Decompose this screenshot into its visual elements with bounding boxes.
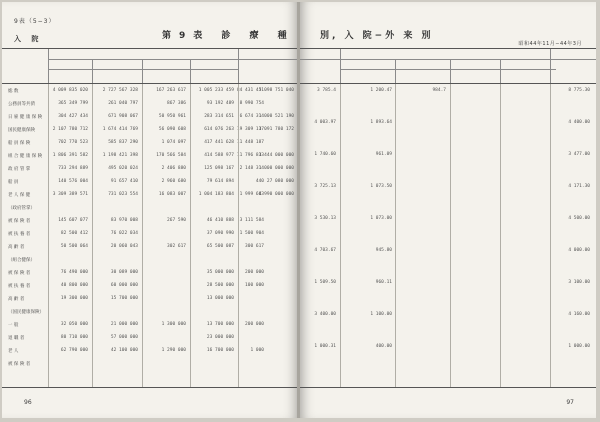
table-cell: 37 090 990: [206, 231, 234, 236]
row-label: 被 保 険 者: [8, 362, 31, 367]
table-row: [2, 127, 298, 134]
table-cell: 1 300 000: [161, 322, 186, 327]
table-row: [2, 114, 298, 121]
table-cell: 945.80: [375, 248, 392, 253]
table-cell: 50 950 961: [158, 114, 186, 119]
row-label: 船 員: [8, 180, 19, 185]
table-cell: 1 000: [250, 348, 264, 353]
table-cell: 4 990 000 000: [258, 192, 294, 197]
table-cell: 16 700 000: [206, 348, 234, 353]
table-cell: 960.11: [375, 280, 392, 285]
table-row: [2, 348, 298, 355]
table-cell: 4 000.00: [568, 248, 590, 253]
table-row: [300, 120, 596, 127]
table-foot-rule: [300, 387, 596, 388]
table-row: [300, 280, 596, 287]
table-cell: 495 020 024: [108, 166, 138, 171]
table-cell: 11 796 813: [236, 153, 264, 158]
row-label: 高 齢 者: [8, 297, 25, 302]
table-cell: 3 477.00: [568, 152, 590, 157]
row-label: 老 人: [8, 349, 19, 354]
table-cell: 56 090 608: [158, 127, 186, 132]
section-label: 入 院: [14, 35, 43, 43]
table-cell: 731 023 554: [108, 192, 138, 197]
table-cell: 1 500 904: [239, 231, 264, 236]
table-row: [2, 296, 298, 303]
book-spread: [2, 2, 596, 418]
table-cell: 2 148 314: [239, 166, 264, 171]
table-cell: 1 073.50: [370, 184, 392, 189]
table-title-left: 第9表 診 療 種: [162, 31, 295, 41]
table-cell: 1 200.47: [370, 88, 392, 93]
table-cell: 125 098 167: [204, 166, 234, 171]
column-rule: [395, 84, 396, 388]
table-cell: 11 448 187: [236, 140, 264, 145]
table-cell: 82 500 412: [60, 231, 88, 236]
table-cell: 3 400.00: [314, 312, 336, 317]
table-cell: 4 003.97: [314, 120, 336, 125]
column-rule: [340, 84, 341, 388]
table-cell: 304 427 434: [58, 114, 88, 119]
table-cell: 1 000.00: [568, 344, 590, 349]
table-cell: 80 710 000: [60, 335, 88, 340]
table-cell: 6 674 314: [239, 114, 264, 119]
table-cell: 283 314 651: [204, 114, 234, 119]
table-cell: 32 050 000: [60, 322, 88, 327]
table-cell: 28 500 000: [206, 283, 234, 288]
table-body-right: [300, 84, 596, 388]
row-label: （組合健保）: [8, 258, 35, 263]
table-row: [300, 152, 596, 159]
table-cell: 76 022 034: [110, 231, 138, 236]
table-cell: 1 000.31: [314, 344, 336, 349]
row-label: 国民健康保険: [8, 128, 35, 133]
table-row: [300, 216, 596, 223]
table-title-right: 別, 入 院−外 来 別: [320, 31, 434, 41]
table-row: [2, 322, 298, 329]
column-rule: [550, 84, 551, 388]
table-cell: 2 960 680: [161, 179, 186, 184]
table-cell: 79 614 894: [206, 179, 234, 184]
table-row: [2, 244, 298, 251]
table-cell: 4 171.30: [568, 184, 590, 189]
table-cell: 23 000 000: [206, 335, 234, 340]
table-cell: 19 300 000: [60, 296, 88, 301]
table-cell: 1 740.60: [314, 152, 336, 157]
table-header-left: [2, 48, 298, 84]
table-cell: 1 806 391 582: [52, 153, 88, 158]
table-row: [2, 140, 298, 147]
row-label: （国民健康保険）: [8, 310, 44, 315]
table-cell: 145 607 077: [58, 218, 88, 223]
row-label: 被 扶 養 者: [8, 284, 31, 289]
page-number-right: 97: [566, 399, 574, 406]
table-cell: 140 576 004: [58, 179, 88, 184]
table-row: [2, 101, 298, 108]
table-cell: 170 566 584: [156, 153, 186, 158]
table-cell: 27 080 000: [266, 179, 294, 184]
table-row: [2, 88, 298, 95]
row-label: 総 数: [8, 89, 19, 94]
table-cell: 5 098 751 040: [258, 88, 294, 93]
table-cell: 20 060 043: [110, 244, 138, 249]
table-row: [300, 88, 596, 95]
table-cell: 84 431 431: [236, 88, 264, 93]
table-cell: 2 107 780 712: [52, 127, 88, 132]
table-cell: 60 000 000: [110, 283, 138, 288]
table-cell: 16 083 007: [158, 192, 186, 197]
table-cell: 1 509.50: [314, 280, 336, 285]
table-cell: 300 617: [245, 244, 264, 249]
table-cell: 3 530.13: [314, 216, 336, 221]
table-row: [2, 205, 298, 212]
table-row: [2, 153, 298, 160]
table-cell: 83 970 008: [110, 218, 138, 223]
table-cell: 93 192 489: [206, 101, 234, 106]
table-cell: 1 000 000 000: [258, 166, 294, 171]
table-cell: 4 500.00: [568, 216, 590, 221]
table-cell: 3 100.00: [568, 280, 590, 285]
table-cell: 76 490 000: [60, 270, 88, 275]
table-cell: 1 198 421 398: [102, 153, 138, 158]
table-cell: 4 703.67: [314, 248, 336, 253]
table-cell: 1 100.00: [370, 312, 392, 317]
table-cell: 50 500 064: [60, 244, 88, 249]
table-cell: 585 837 290: [108, 140, 138, 145]
table-cell: 4 009 835 020: [52, 88, 88, 93]
table-cell: 984.7: [432, 88, 446, 93]
table-cell: 1 005 233 459: [198, 88, 234, 93]
table-cell: 261 040 797: [108, 101, 138, 106]
table-cell: 302 617: [167, 244, 186, 249]
table-cell: 3 091 780 172: [258, 127, 294, 132]
table-cell: 57 000 000: [110, 335, 138, 340]
table-cell: 30 089 000: [110, 270, 138, 275]
table-cell: 414 588 977: [204, 153, 234, 158]
table-row: [2, 231, 298, 238]
table-row: [2, 218, 298, 225]
row-label: 一 般: [8, 323, 19, 328]
row-label: 組 合 健 康 保 険: [8, 154, 43, 159]
table-cell: 200 000: [245, 322, 264, 327]
table-cell: 21 000 000: [110, 322, 138, 327]
row-label: 日 雇 健 康 保 険: [8, 115, 43, 120]
table-row: [2, 257, 298, 264]
table-cell: 35 000 000: [206, 270, 234, 275]
column-rule: [92, 84, 93, 388]
row-label: 船 員 保 険: [8, 141, 31, 146]
table-cell: 702 770 523: [58, 140, 88, 145]
table-cell: 3 725.13: [314, 184, 336, 189]
table-cell: 733 294 889: [58, 166, 88, 171]
table-cell: 200 000: [245, 270, 264, 275]
table-cell: 8 775.30: [568, 88, 590, 93]
table-row: [300, 248, 596, 255]
table-cell: 40 800 000: [60, 283, 88, 288]
table-cell: 65 500 087: [206, 244, 234, 249]
table-cell: 267 590: [167, 218, 186, 223]
table-cell: 100 000: [245, 283, 264, 288]
table-cell: 13 700 000: [206, 322, 234, 327]
period-label: 昭和44年11月−44年3月: [518, 41, 582, 47]
table-cell: 13 000 000: [206, 296, 234, 301]
table-body-left: [2, 84, 298, 388]
table-row: [2, 192, 298, 199]
table-row: [300, 344, 596, 351]
sheet-id: 9表（5−3）: [14, 18, 56, 25]
table-row: [300, 312, 596, 319]
table-row: [2, 270, 298, 277]
table-row: [2, 283, 298, 290]
table-cell: 3 309 389 571: [52, 192, 88, 197]
table-cell: 440: [255, 179, 264, 184]
table-cell: 2 406 880: [161, 166, 186, 171]
table-cell: 167 263 617: [156, 88, 186, 93]
table-cell: 867 386: [167, 101, 186, 106]
row-label: 公務員等共済: [8, 102, 35, 107]
table-cell: 1 073.00: [370, 216, 392, 221]
row-label: 退 職 者: [8, 336, 25, 341]
table-cell: 671 908 067: [108, 114, 138, 119]
right-page: [300, 2, 596, 418]
table-cell: 2 727 567 328: [102, 88, 138, 93]
table-header-right: [300, 48, 596, 84]
left-page: [2, 2, 298, 418]
row-label: 被 保 険 者: [8, 271, 31, 276]
table-cell: 8 990 754: [239, 101, 264, 106]
table-foot-rule: [2, 387, 298, 388]
column-rule: [48, 84, 49, 388]
row-label: 高 齢 者: [8, 245, 25, 250]
table-cell: 3 444 000 000: [258, 153, 294, 158]
table-row: [2, 166, 298, 173]
table-cell: 91 657 410: [110, 179, 138, 184]
table-cell: 1 999 603: [239, 192, 264, 197]
row-label: 被 扶 養 者: [8, 232, 31, 237]
table-cell: 1 000 521 190: [258, 114, 294, 119]
table-cell: 1 674 414 769: [102, 127, 138, 132]
column-rule: [142, 84, 143, 388]
table-cell: 42 100 000: [110, 348, 138, 353]
table-cell: 4 400.00: [568, 120, 590, 125]
row-label: 被 保 険 者: [8, 219, 31, 224]
row-label: 老 人 保 健: [8, 193, 31, 198]
table-cell: 1 893.64: [370, 120, 392, 125]
page-number-left: 96: [24, 399, 32, 406]
table-cell: 3 111 584: [239, 218, 264, 223]
table-cell: 365 349 799: [58, 101, 88, 106]
table-cell: 15 700 000: [110, 296, 138, 301]
table-row: [2, 309, 298, 316]
table-row: [2, 179, 298, 186]
column-rule: [450, 84, 451, 388]
table-cell: 1 004 183 804: [198, 192, 234, 197]
table-cell: 62 790 000: [60, 348, 88, 353]
table-cell: 1 074 097: [161, 140, 186, 145]
table-cell: 400.00: [375, 344, 392, 349]
row-label: （政府管掌）: [8, 206, 35, 211]
table-cell: 46 410 888: [206, 218, 234, 223]
table-cell: 3 785.4: [317, 88, 336, 93]
table-row: [2, 361, 298, 368]
column-rule: [500, 84, 501, 388]
table-cell: 961.09: [375, 152, 392, 157]
table-cell: 1 290 000: [161, 348, 186, 353]
table-cell: 4 160.00: [568, 312, 590, 317]
column-rule: [238, 84, 239, 388]
table-row: [300, 184, 596, 191]
table-cell: 19 309 117: [236, 127, 264, 132]
table-cell: 614 076 263: [204, 127, 234, 132]
table-row: [2, 335, 298, 342]
row-label: 政 府 管 掌: [8, 167, 31, 172]
column-rule: [190, 84, 191, 388]
table-cell: 417 441 628: [204, 140, 234, 145]
